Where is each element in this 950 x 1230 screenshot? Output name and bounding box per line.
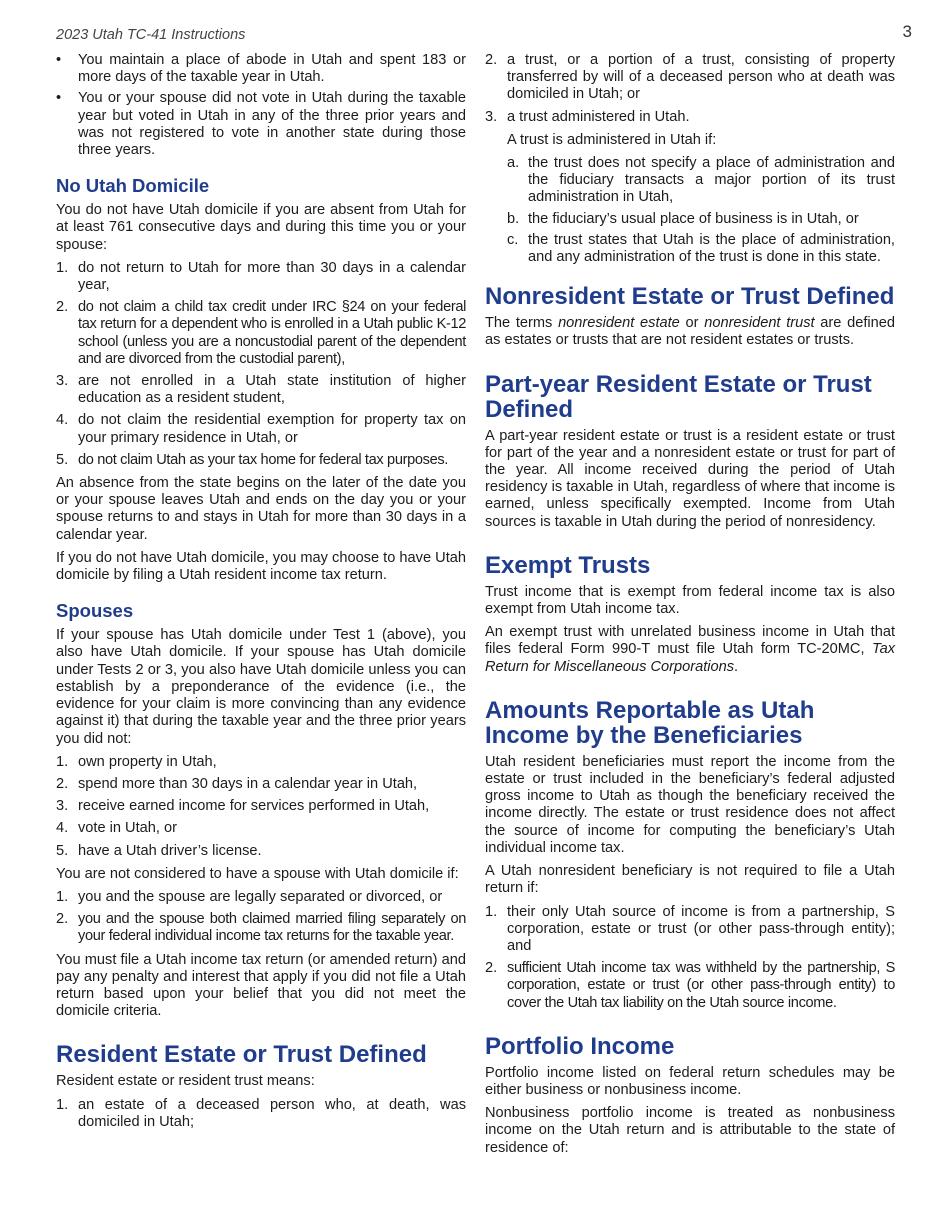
list-item: 1. their only Utah source of income is from a partnership, S corporation, estate or trust (or other pass-through entity); and [485, 903, 895, 954]
list-item: 4. do not claim the residential exemption for property tax on your primary residence in Utah, or [56, 412, 466, 446]
resident-estate-list-continued [485, 52, 895, 126]
administered-intro: A trust is administered in Utah if: [507, 131, 717, 148]
absence-paragraph: An absence from the state begins on the later of the date you or your spouse leaves Utah and ends on the day you or your spouse returns to and stays in Utah for more than 30 days in a calendar year. [56, 475, 466, 543]
part-year-heading: Part-year Resident Estate or Trust Defined [485, 370, 872, 423]
list-item: 2. sufficient Utah income tax was withheld by the partnership, S corporation, estate or trust (or other pass-through entity) to cover the Utah tax liability on the Utah source income. [485, 960, 895, 1011]
list-item: 3. a trust administered in Utah. [485, 108, 690, 125]
document-header: 2023 Utah TC-41 Instructions [56, 27, 246, 43]
list-item: 3. receive earned income for services performed in Utah, [56, 798, 430, 815]
portfolio-paragraph-2: Nonbusiness portfolio income is treated as nonbusiness income on the Utah return and is attributable to the state of residence of: [485, 1105, 895, 1156]
amounts-paragraph-1: Utah resident beneficiaries must report the income from the estate or trust included in the beneficiary’s federal adjusted gross income to Utah as though the beneficiary received the income directly. The estate or trust residence does not affect the source of income for computing the beneficiary’s Utah individual income tax. [485, 753, 895, 856]
not-considered-list [56, 889, 466, 946]
resident-estate-intro: Resident estate or resident trust means: [56, 1073, 315, 1090]
left-column [56, 52, 466, 1137]
choose-domicile-paragraph: If you do not have Utah domicile, you may choose to have Utah domicile by filing a Utah resident income tax return. [56, 549, 466, 584]
exempt-trusts-heading: Exempt Trusts [485, 551, 651, 579]
no-domicile-list [56, 260, 466, 469]
page-number: 3 [902, 22, 912, 41]
list-item: 1. own property in Utah, [56, 753, 217, 770]
not-considered-paragraph: You are not considered to have a spouse with Utah domicile if: [56, 865, 459, 882]
list-item: 5. do not claim Utah as your tax home for federal tax purposes. [56, 451, 448, 468]
bullet-icon: • [56, 90, 62, 107]
list-item: b. the fiduciary’s usual place of business is in Utah, or [507, 210, 859, 227]
list-item: • You or your spouse did not vote in Utah during the taxable year but voted in Utah in any of the three prior years and was not registered to vote in another state during those three years. [56, 90, 466, 159]
bullet-icon: • [56, 52, 62, 68]
portfolio-paragraph-1: Portfolio income listed on federal return schedules may be either business or nonbusiness income. [485, 1064, 895, 1098]
spouses-intro: If your spouse has Utah domicile under Test 1 (above), you also have Utah domicile. If your spouse has Utah domicile under Tests 2 or 3, you also have Utah domicile unless you can establish by a preponderance of the evidence (i.e., the evidence for your claim is more convincing than any evidence against it) that during the taxable year and the three prior years you did not: [56, 627, 466, 747]
list-item: 1. an estate of a deceased person who, at death, was domiciled in Utah; [56, 1096, 466, 1130]
exempt-paragraph-2: An exempt trust with unrelated business income in Utah that files federal Form 990-T must file Utah form TC-20MC, Tax Return for Miscellaneous Corporations. [485, 624, 895, 675]
spouses-list [56, 754, 466, 860]
list-item: 3. are not enrolled in a Utah state institution of higher education as a resident student, [56, 373, 466, 407]
amounts-reportable-heading: Amounts Reportable as Utah Income by the Beneficiaries [485, 696, 815, 749]
resident-estate-list [56, 1097, 466, 1131]
list-item: 1. you and the spouse are legally separated or divorced, or [56, 888, 443, 905]
list-item: 2. you and the spouse both claimed married filing separately on your federal individual income tax returns for the taxable year. [56, 911, 466, 945]
right-column [485, 52, 895, 1163]
list-item: 2. a trust, or a portion of a trust, consisting of property transferred by will of a deceased person who at death was domiciled in Utah; or [485, 52, 895, 103]
administered-list [507, 155, 895, 266]
must-file-paragraph: You must file a Utah income tax return (or amended return) and pay any penalty and interest that apply if you did not file a Utah return based upon your belief that you did not meet the domicile criteria. [56, 951, 466, 1020]
nonresident-heading: Nonresident Estate or Trust Defined [485, 283, 895, 311]
no-domicile-heading: No Utah Domicile [56, 175, 210, 197]
list-item: a. the trust does not specify a place of administration and the fiduciary transacts a major portion of its trust administration in Utah, [507, 155, 895, 206]
nonresident-paragraph: The terms nonresident estate or nonresident trust are defined as estates or trusts that are not resident estates or trusts. [485, 315, 895, 349]
list-item: 5. have a Utah driver’s license. [56, 842, 262, 859]
resident-estate-heading: Resident Estate or Trust Defined [56, 1041, 427, 1069]
amounts-list [485, 904, 895, 1012]
list-item: 2. do not claim a child tax credit under IRC §24 on your federal tax return for a dependent who is enrolled in a Utah public K-12 school (unless you are a noncustodial parent of the dependent and are divorced from the custodial parent), [56, 299, 466, 367]
list-item: 4. vote in Utah, or [56, 820, 177, 837]
part-year-paragraph: A part-year resident estate or trust is a resident estate or trust for part of the year and a nonresident estate or trust for part of the year. All income received during the period of Utah residency is taxable in Utah, regardless of where that income is earned, unless specifically exempted. Income from Utah sources is taxable in Utah during the period of nonresidency. [485, 427, 895, 530]
intro-bullet-list [56, 52, 466, 159]
list-item: c. the trust states that Utah is the place of administration, and any administration of the trust is done in this state. [507, 231, 895, 266]
no-domicile-intro: You do not have Utah domicile if you are absent from Utah for at least 761 consecutive days and during this time you or your spouse: [56, 202, 466, 253]
spouses-heading: Spouses [56, 600, 134, 622]
list-item: 2. spend more than 30 days in a calendar year in Utah, [56, 775, 418, 792]
exempt-paragraph-1: Trust income that is exempt from federal income tax is also exempt from Utah income tax. [485, 583, 895, 618]
list-item: 1. do not return to Utah for more than 30 days in a calendar year, [56, 259, 466, 294]
amounts-paragraph-2: A Utah nonresident beneficiary is not required to file a Utah return if: [485, 863, 895, 897]
portfolio-income-heading: Portfolio Income [485, 1032, 675, 1060]
list-item: • You maintain a place of abode in Utah and spent 183 or more days of the taxable year in Utah. [56, 52, 466, 86]
